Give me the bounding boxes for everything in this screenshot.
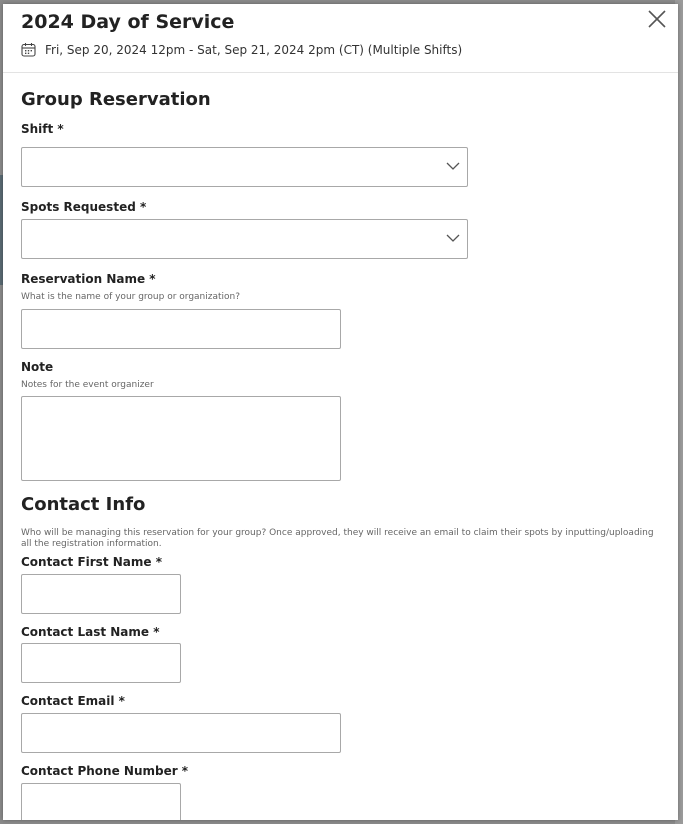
shift-label: Shift * xyxy=(21,122,64,136)
modal-header xyxy=(3,4,678,73)
group-reservation-heading: Group Reservation xyxy=(21,89,211,110)
modal-title: 2024 Day of Service xyxy=(21,11,235,33)
reservation-name-input[interactable] xyxy=(21,309,341,349)
group-reservation-modal xyxy=(3,4,678,820)
spots-requested-select[interactable] xyxy=(21,219,468,259)
chevron-down-icon xyxy=(446,161,460,171)
event-date-range: Fri, Sep 20, 2024 12pm - Sat, Sep 21, 2024 2pm (CT) (Multiple Shifts) xyxy=(45,42,463,57)
reservation-name-label: Reservation Name * xyxy=(21,272,156,286)
contact-phone-label: Contact Phone Number * xyxy=(21,764,189,778)
reservation-name-help: What is the name of your group or organization? xyxy=(21,292,241,302)
contact-first-name-label: Contact First Name * xyxy=(21,555,162,569)
spots-requested-label: Spots Requested * xyxy=(21,200,147,214)
note-textarea[interactable] xyxy=(21,396,341,481)
shift-select[interactable] xyxy=(21,147,468,187)
contact-email-input[interactable] xyxy=(21,713,341,753)
note-label: Note xyxy=(21,360,54,374)
contact-info-help: Who will be managing this reservation for your group? Once approved, they will receive an email to claim their spots by inputting/uploading all the registration information. xyxy=(21,528,654,549)
close-icon xyxy=(644,6,670,32)
contact-email-label: Contact Email * xyxy=(21,694,125,708)
contact-info-heading: Contact Info xyxy=(21,494,146,515)
note-help: Notes for the event organizer xyxy=(21,380,154,390)
calendar-icon xyxy=(21,42,36,57)
contact-last-name-label: Contact Last Name * xyxy=(21,625,160,639)
contact-last-name-input[interactable] xyxy=(21,643,181,683)
event-date-row xyxy=(21,42,462,57)
chevron-down-icon xyxy=(446,233,460,243)
contact-phone-input[interactable] xyxy=(21,783,181,820)
close-button[interactable] xyxy=(644,6,670,32)
contact-first-name-input[interactable] xyxy=(21,574,181,614)
